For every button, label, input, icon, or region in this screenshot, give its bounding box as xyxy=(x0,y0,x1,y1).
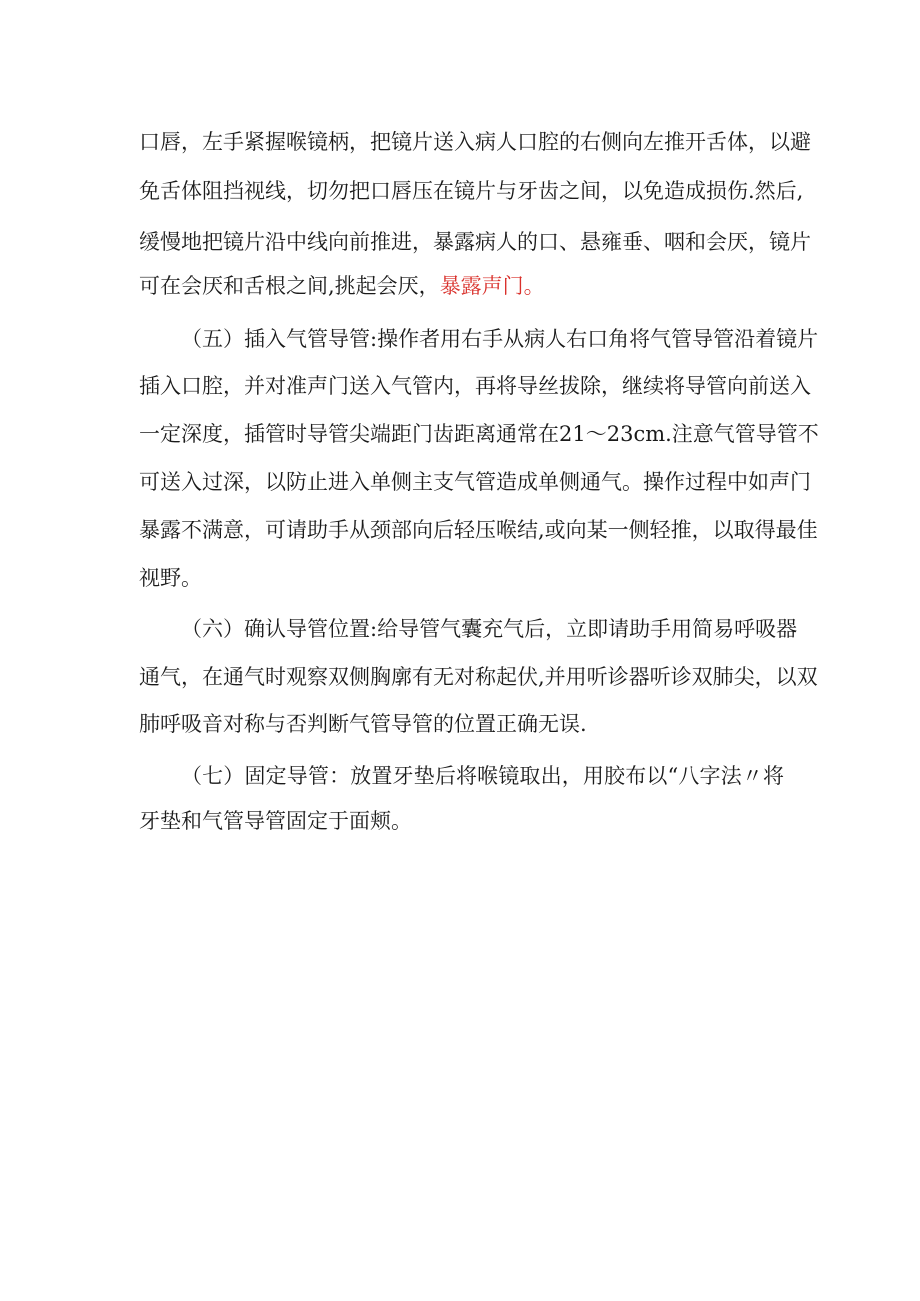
paragraph-1-line-1: 口唇，左手紧握喉镜柄，把镜片送入病人口腔的右侧向左推开舌体，以避 xyxy=(139,130,811,154)
paragraph-2-line-4: 可送入过深，以防止进入单侧主支气管造成单侧通气。操作过程中如声门 xyxy=(139,470,811,494)
paragraph-3-line-2: 通气，在通气时观察双侧胸廓有无对称起伏,并用听诊器听诊双肺尖，以双 xyxy=(139,665,818,689)
paragraph-4-line-2: 牙垫和气管导管固定于面颊。 xyxy=(139,809,412,833)
paragraph-1-line-4 xyxy=(139,266,784,306)
paragraph-2-line-3: 一定深度，插管时导管尖端距门齿距离通常在21～23cm.注意气管导管不 xyxy=(139,422,819,446)
highlighted-text: 暴露声门。 xyxy=(439,274,545,298)
paragraph-2-line-6: 视野。 xyxy=(139,566,202,590)
paragraph-1-line-3: 缓慢地把镜片沿中线向前推进，暴露病人的口、悬雍垂、咽和会厌，镜片 xyxy=(139,230,811,254)
paragraph-4-line-1: （七）固定导管：放置牙垫后将喉镜取出，用胶布以“八字法〃将 xyxy=(181,764,784,788)
paragraph-1-line-2: 免舌体阻挡视线，切勿把口唇压在镜片与牙齿之间，以免造成损伤.然后, xyxy=(139,179,804,203)
paragraph-2-line-2: 插入口腔，并对准声门送入气管内，再将导丝拔除，继续将导管向前送入 xyxy=(139,374,811,398)
paragraph-1-line-4-text: 可在会厌和舌根之间,挑起会厌， xyxy=(139,274,440,298)
paragraph-2-line-1: （五）插入气管导管:操作者用右手从病人右口角将气管导管沿着镜片 xyxy=(181,327,819,351)
paragraph-3-line-1: （六）确认导管位置:给导管气囊充气后，立即请助手用简易呼吸器 xyxy=(181,617,798,641)
paragraph-2-line-5: 暴露不满意，可请助手从颈部向后轻压喉结,或向某一侧轻推，以取得最佳 xyxy=(139,518,818,542)
paragraph-3-line-3: 肺呼吸音对称与否判断气管导管的位置正确无误. xyxy=(139,712,587,736)
